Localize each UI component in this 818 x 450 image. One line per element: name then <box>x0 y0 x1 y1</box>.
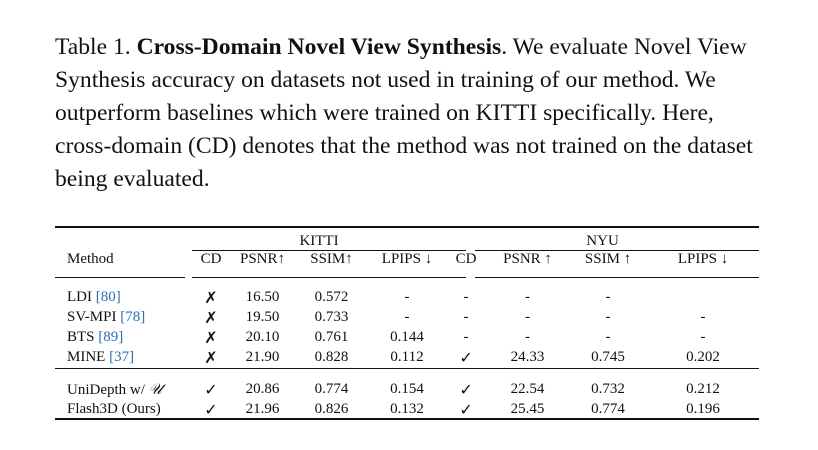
group-header-row <box>55 232 759 251</box>
method-cell: SV-MPI [78] <box>67 308 146 325</box>
results-table <box>55 232 759 419</box>
group-nyu: NYU <box>586 233 619 249</box>
col-nyu-psnr: PSNR ↑ <box>503 251 552 267</box>
col-kitti-cd: CD <box>200 251 222 267</box>
caption-title: Cross-Domain Novel View Synthesis <box>136 34 502 60</box>
column-header-row <box>55 251 759 277</box>
top-rule <box>55 226 759 228</box>
method-cell: LDI [80] <box>67 288 121 305</box>
method-cell: BTS [89] <box>67 328 124 345</box>
method-cell: Flash3D (Ours) <box>67 400 161 417</box>
method-cell: MINE [37] <box>67 348 135 365</box>
caption-label: Table 1. <box>55 34 131 60</box>
citation-link[interactable]: [89] <box>98 328 124 345</box>
table-row: MINE [37] ✗ 21.90 0.828 0.112 ✓ 24.33 0.745 0.202 <box>55 347 759 367</box>
citation-link[interactable]: [78] <box>120 308 146 325</box>
table-row: LDI [80] ✗ 16.50 0.572 - - - - <box>55 287 759 307</box>
col-nyu-lpips: LPIPS ↓ <box>677 251 729 267</box>
method-cell: UniDepth w/ 𝒰 <box>67 379 163 398</box>
col-kitti-ssim: SSIM↑ <box>310 251 353 267</box>
u-symbol: 𝒰 <box>148 379 163 398</box>
table-row: BTS [89] ✗ 20.10 0.761 0.144 - - - - <box>55 327 759 347</box>
col-method: Method <box>67 251 114 267</box>
table-row: Flash3D (Ours) ✓ 21.96 0.826 0.132 ✓ 25.45 0.774 0.196 <box>55 399 759 419</box>
col-kitti-psnr: PSNR↑ <box>239 251 286 267</box>
table-row: UniDepth w/ 𝒰 ✓ 20.86 0.774 0.154 ✓ 22.54 0.732 0.212 <box>55 379 759 399</box>
col-nyu-cd: CD <box>455 251 477 267</box>
col-kitti-lpips: LPIPS ↓ <box>381 251 433 267</box>
citation-link[interactable]: [37] <box>109 348 135 365</box>
group-kitti: KITTI <box>299 233 339 249</box>
table-caption <box>55 31 767 196</box>
citation-link[interactable]: [80] <box>95 288 121 305</box>
col-nyu-ssim: SSIM ↑ <box>584 251 632 267</box>
caption-body: . We evaluate Novel View Synthesis accuracy on datasets not used in training of our method. We outperform baselines which were trained on KITTI specifically. Here, cross-domain (CD) denotes that the method was not trained on the dataset being evaluated. <box>55 34 753 192</box>
table-row: SV-MPI [78] ✗ 19.50 0.733 - - - - - <box>55 307 759 327</box>
